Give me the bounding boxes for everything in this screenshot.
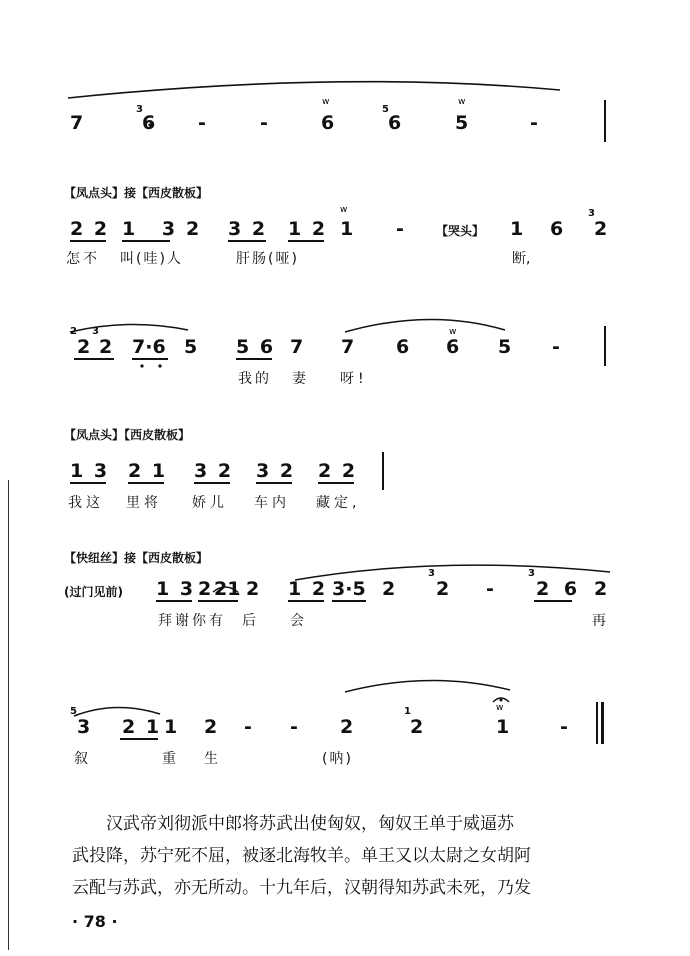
lyric: 叫(哇)人 [120, 251, 183, 267]
note: 6 [142, 112, 156, 134]
note: 2 [198, 578, 212, 600]
note: 2 6 [536, 578, 582, 600]
dash: - [198, 112, 206, 134]
note: 2 [382, 578, 396, 600]
svg-text:w: w [340, 205, 348, 215]
note: 7·6 [132, 336, 166, 358]
lyric: 车内 [254, 495, 290, 511]
lyric: 断, [512, 251, 531, 267]
prelude-note: (过门见前) [64, 585, 123, 599]
page-number: · 78 · [72, 912, 118, 931]
paragraph-line: 云配与苏武，亦无所动。十九年后，汉朝得知苏武未死，乃发 [72, 878, 531, 898]
dash: - [560, 716, 568, 738]
lyric: 怎不 [66, 251, 100, 267]
dash: - [244, 716, 252, 738]
grace-note: 3 [528, 568, 535, 579]
note: 5 6 [236, 336, 276, 358]
lyric: 会 [290, 613, 304, 629]
barline [604, 326, 606, 366]
note: 3·5 [332, 578, 366, 600]
svg-text:w: w [449, 327, 457, 337]
svg-text:w: w [322, 97, 330, 107]
lyric: 肝肠(哑) [236, 251, 299, 267]
grace-note: 3 [92, 326, 99, 337]
note: 2 [186, 218, 200, 240]
note: 21 [214, 578, 241, 600]
note: 2 [77, 336, 91, 358]
dash: - [552, 336, 560, 358]
note: 2 [594, 218, 608, 240]
note: 2 [594, 578, 608, 600]
note: 5 [498, 336, 512, 358]
note: 3 2 [194, 460, 234, 482]
lyric: 重 [162, 751, 176, 767]
section-header: 【凤点头】【西皮散板】 [64, 428, 191, 442]
note: 2 [204, 716, 218, 738]
grace-note: 3 [428, 568, 435, 579]
note: 3 2 [256, 460, 296, 482]
note: 2 [436, 578, 450, 600]
note: 1 [340, 218, 354, 240]
lyric: (呐) [322, 751, 353, 767]
note: 6 [321, 112, 335, 134]
final-barline-thick [601, 702, 604, 744]
paragraph-line: 汉武帝刘彻派中郎将苏武出使匈奴，匈奴王单于威逼苏 [106, 814, 514, 834]
dash: - [486, 578, 494, 600]
grace-note: 5 [382, 104, 389, 115]
dash: - [260, 112, 268, 134]
note: 7 [70, 112, 84, 134]
note: 2 2 [318, 460, 358, 482]
dash: - [290, 716, 298, 738]
section-header: 【快纽丝】接【西皮散板】 [64, 551, 209, 565]
svg-text:w: w [458, 97, 466, 107]
note: 7 [290, 336, 304, 358]
lyric: 娇儿 [192, 495, 228, 511]
dash: - [530, 112, 538, 134]
lyric: 里将 [126, 495, 162, 511]
note: 6 [396, 336, 410, 358]
note: 1 [496, 716, 510, 738]
note: 2 2 [70, 218, 110, 240]
note: 7 [341, 336, 355, 358]
note: 1 3 [156, 578, 196, 600]
paragraph-line: 武投降，苏宁死不屈，被逐北海牧羊。单王又以太尉之女胡阿 [72, 846, 531, 866]
note: 2 1 [128, 460, 168, 482]
note: 3 2 [228, 218, 268, 240]
grace-note: 2 [70, 326, 77, 337]
body-paragraph [72, 808, 612, 904]
lyric: 我的 [238, 371, 272, 387]
final-barline-thin [596, 702, 598, 744]
note: 6 [446, 336, 460, 358]
lyric: 我这 [68, 495, 104, 511]
note: 2 [246, 578, 260, 600]
lyric: 生 [204, 751, 218, 767]
grace-note: 1 [404, 706, 411, 717]
lyric: 再 [592, 613, 606, 629]
note: 1 [164, 716, 178, 738]
marker-kutou: 【哭头】 [436, 224, 485, 238]
note: 1 2 [288, 578, 328, 600]
note: 6 [388, 112, 402, 134]
note: 2 [340, 716, 354, 738]
note: 1 3 [70, 460, 110, 482]
lyric: 拜谢你有 [158, 613, 226, 629]
dash: - [396, 218, 404, 240]
note: 1 [510, 218, 524, 240]
note: 2 1 [122, 716, 162, 738]
lyric: 叙 [74, 751, 88, 767]
barline [604, 100, 606, 142]
grace-note: 3 [136, 104, 143, 115]
note: 1 2 [288, 218, 328, 240]
lyric: 呀! [340, 371, 368, 387]
note: 2 [99, 336, 113, 358]
lyric: 后 [242, 613, 256, 629]
grace-note: 5 [70, 706, 77, 717]
section-header: 【凤点头】接【西皮散板】 [64, 186, 209, 200]
note: 5 [455, 112, 469, 134]
svg-text:w: w [496, 703, 504, 713]
note: 3 [77, 716, 91, 738]
note: 1 3 [122, 218, 186, 240]
note: 5 [184, 336, 198, 358]
note: 2 [410, 716, 424, 738]
barline [382, 452, 384, 490]
note: 6 [550, 218, 564, 240]
grace-note: 3 [588, 208, 595, 219]
lyric: 藏定, [316, 495, 361, 511]
lyric: 妻 [292, 371, 306, 387]
